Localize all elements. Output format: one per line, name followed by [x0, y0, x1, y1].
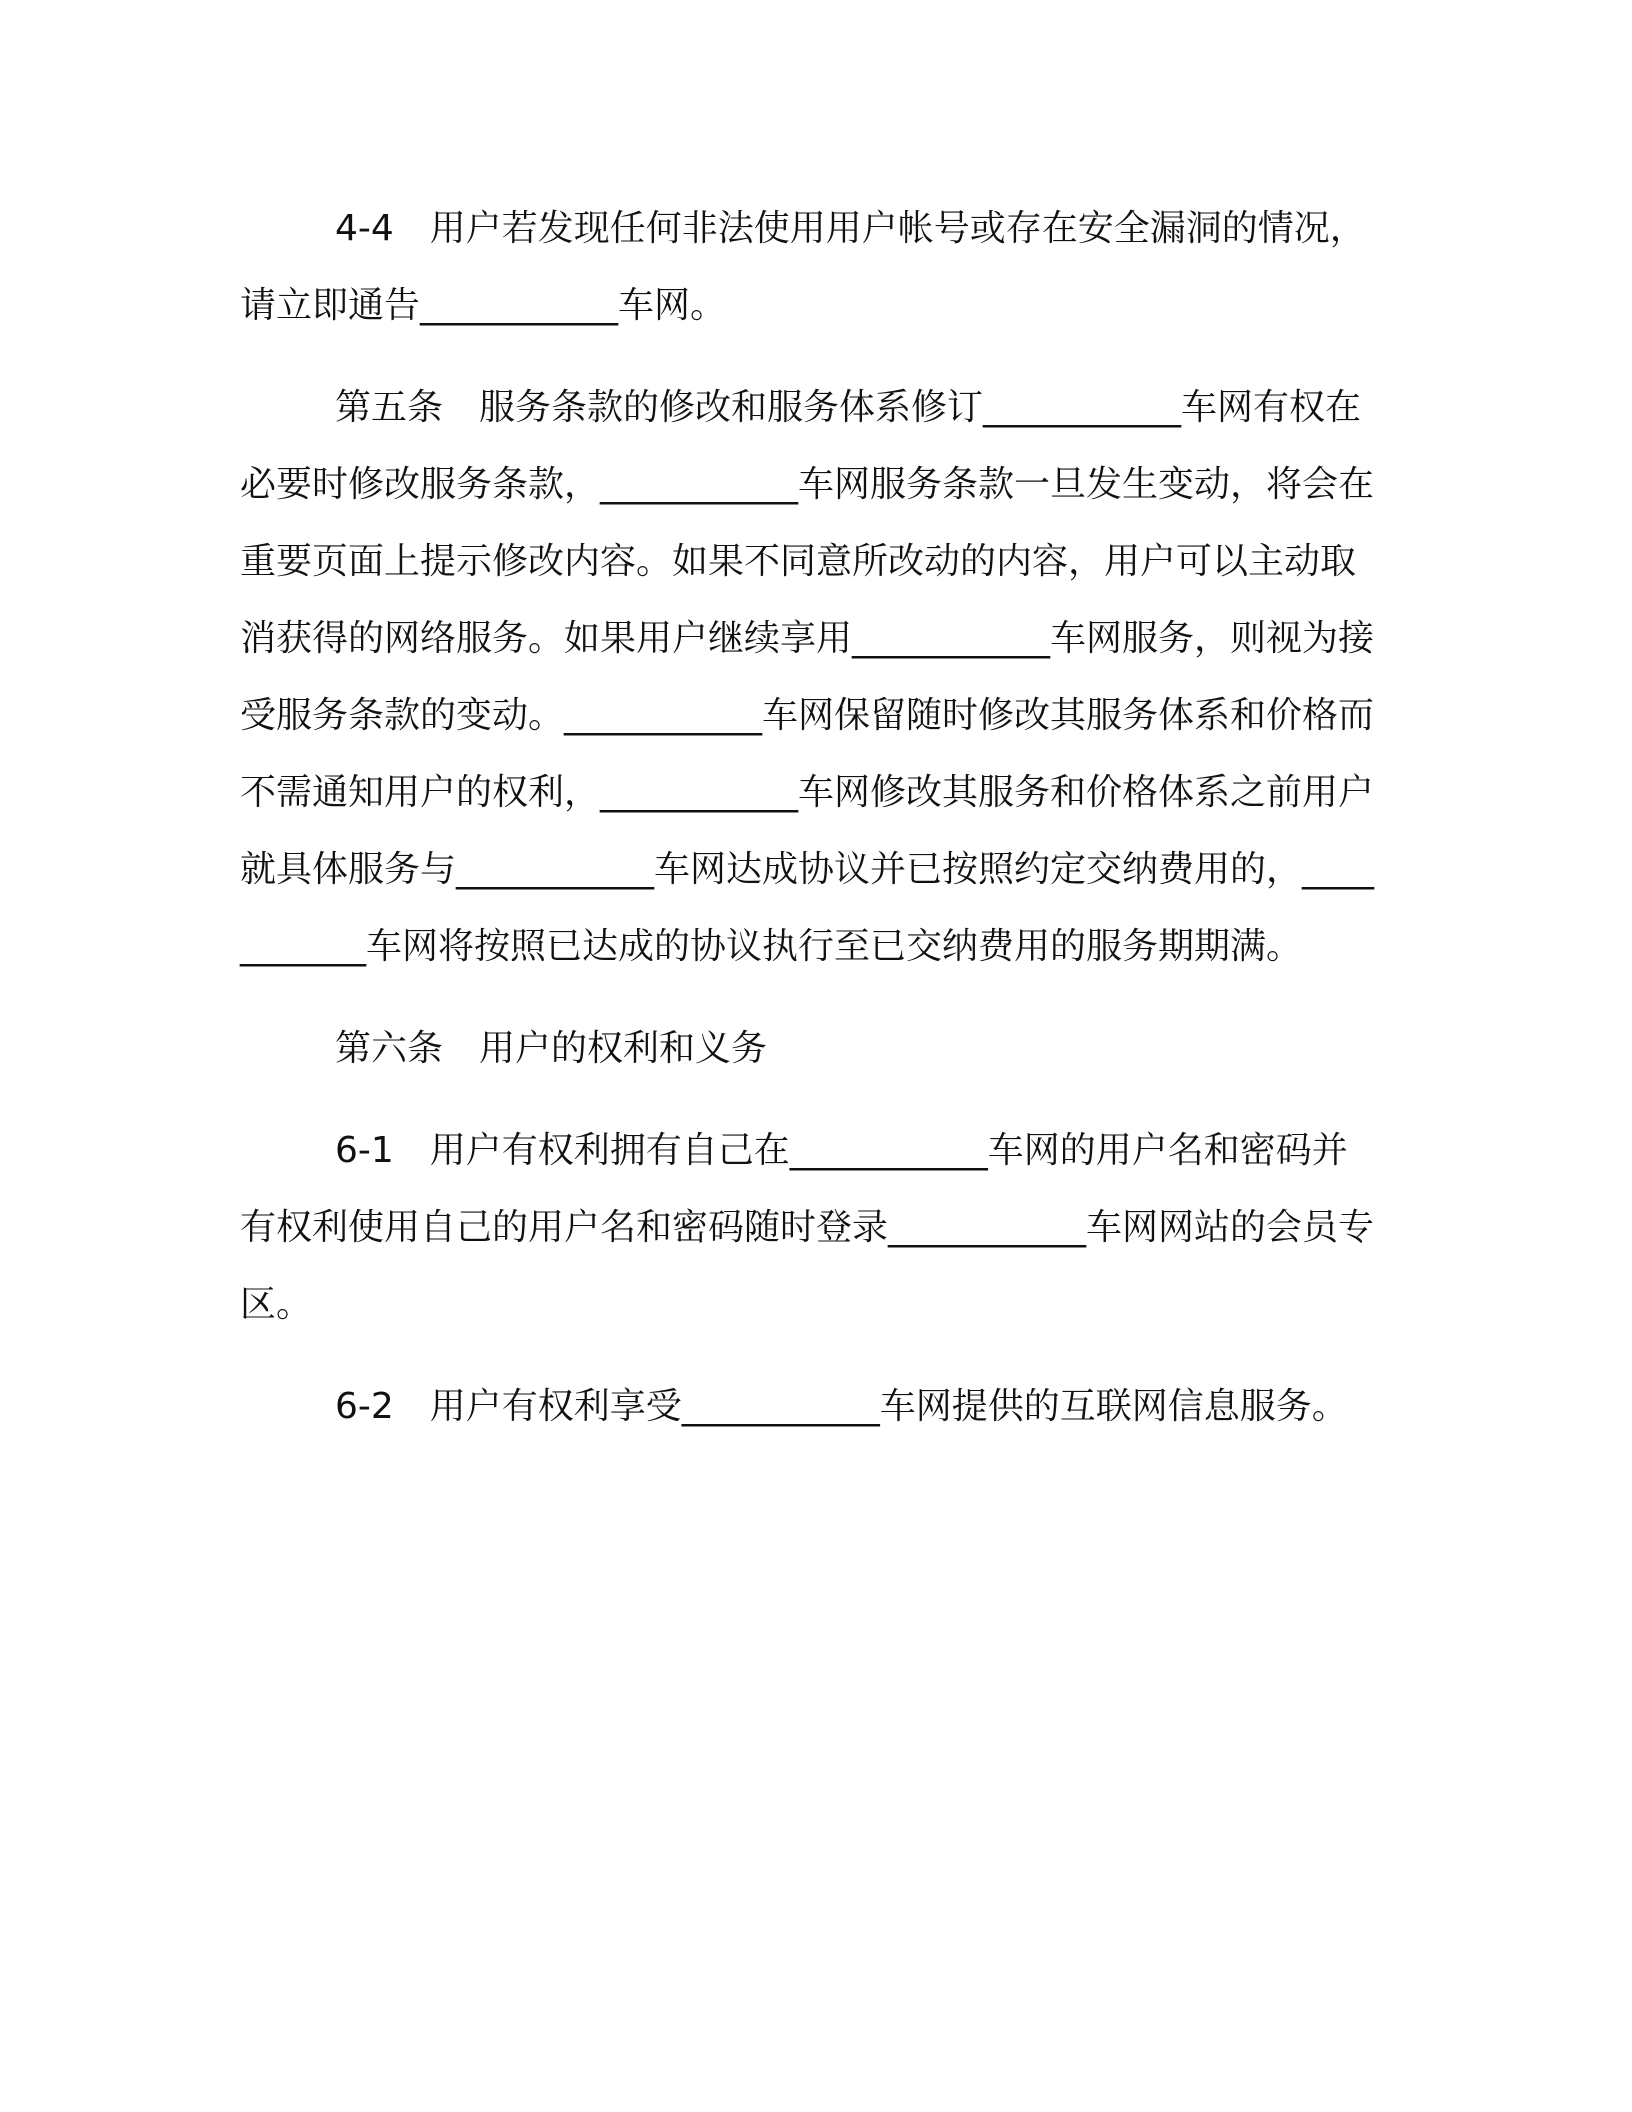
paragraph-4-4 — [240, 190, 1380, 344]
paragraph-article-6 — [240, 1010, 1380, 1087]
paragraph-6-1 — [240, 1112, 1380, 1343]
paragraph-article-5 — [240, 369, 1380, 985]
paragraph-text: 6-2 用户有权利享受___________车网提供的互联网信息服务。 — [335, 1386, 1348, 1427]
paragraph-text: 第六条 用户的权利和义务 — [335, 1028, 768, 1069]
paragraph-text: 6-1 用户有权利拥有自己在___________车网的用户名和密码并有权利使用自己的用户名和密码随时登录___________车网网站的会员专区。 — [240, 1130, 1375, 1325]
document-body — [240, 190, 1380, 1470]
paragraph-text: 第五条 服务条款的修改和服务体系修订___________车网有权在必要时修改服务条款，___________车网服务条款一旦发生变动，将会在重要页面上提示修改内容。如果不同意所改动的内容，用户可以主动取消获得的网络服务。如果用户继续享用___________车网服务，则视为接受服务条款的变动。___________车网保留随时修改其服务体系和价格而不需通知用户的权利，___________车网修改其服务和价格体系之前用户就具体服务与___________车网达成协议并已按照约定交纳费用的，___________车网将按照已达成的协议执行至已交纳费用的服务期期满。 — [240, 387, 1375, 967]
paragraph-6-2 — [240, 1368, 1380, 1445]
paragraph-text: 4-4 用户若发现任何非法使用用户帐号或存在安全漏洞的情况，请立即通告___________车网。 — [240, 208, 1366, 326]
